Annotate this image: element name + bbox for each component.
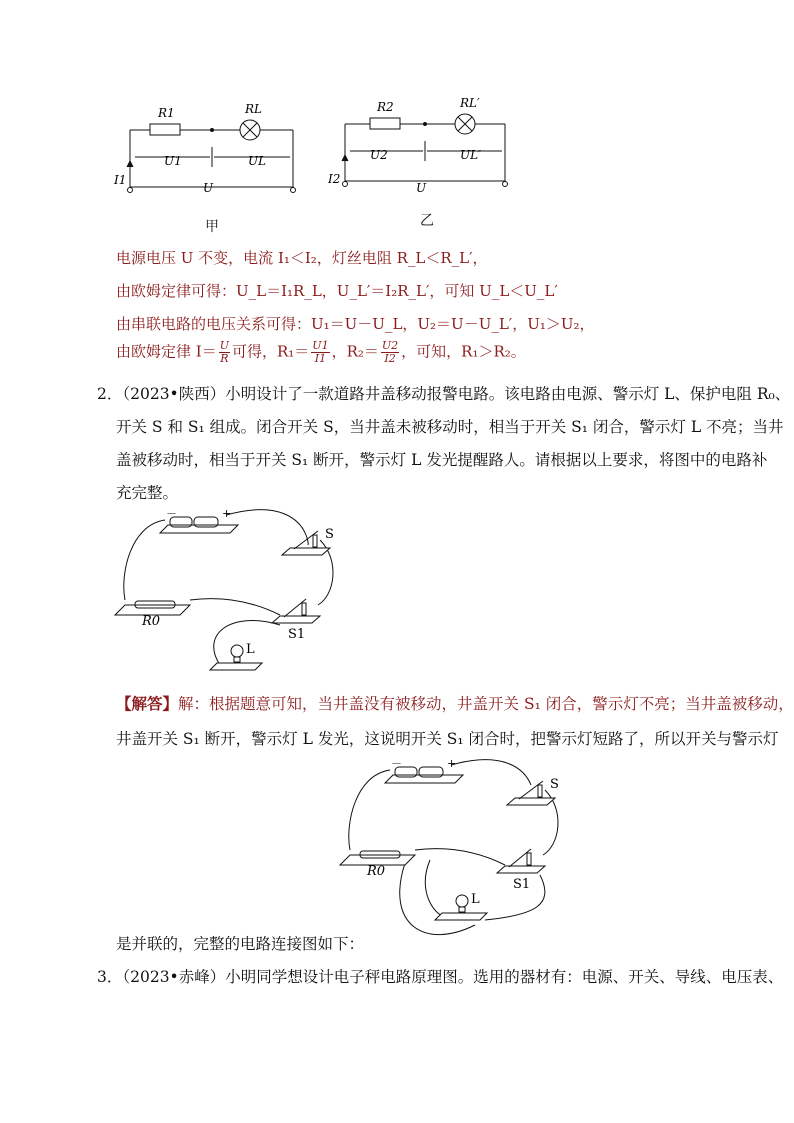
solution-line-2: 由欧姆定律可得：U_L＝I₁R_L，U_L′＝I₂R_L′，可知 U_L＜U_L′ xyxy=(116,282,558,300)
caption-jia: 甲 xyxy=(205,219,219,235)
solution-line-3: 由串联电路的电压关系可得：U₁＝U－U_L，U₂＝U－U_L′，U₁＞U₂， xyxy=(116,315,595,333)
q3-line-1: 3．（2023•赤峰）小明同学想设计电子秤电路原理图。选用的器材有：电源、开关、导线、电压表、 xyxy=(97,968,784,986)
q2-line-2: 开关 S 和 S₁ 组成。闭合开关 S，当井盖未被移动时，相当于开关 S₁ 闭合，警示灯 L 不亮；当井 xyxy=(116,418,784,436)
battery-minus-2: － xyxy=(391,757,402,770)
switch-s-label-2: S xyxy=(550,777,559,792)
u-label-right: U xyxy=(416,181,427,195)
series-circuit-figure xyxy=(100,95,530,235)
switch-s-label: S xyxy=(325,527,334,542)
completed-circuit-figure xyxy=(335,755,585,945)
r0-label-2: R0 xyxy=(367,864,386,879)
r1-label: R1 xyxy=(158,106,175,120)
q2-line-1: 2．（2023•陕西）小明设计了一款道路井盖移动报警电路。该电路由电源、警示灯 L、保护电阻 R₀、 xyxy=(97,385,791,403)
ul-label: UL xyxy=(248,154,267,168)
rl-prime-label: RL′ xyxy=(460,96,480,110)
battery-minus: － xyxy=(166,507,177,520)
battery-plus: + xyxy=(222,507,232,520)
fraction-u1-i1: $\frac{U1}{I1}$ xyxy=(312,339,329,365)
ul-prime-label: UL′ xyxy=(460,148,481,162)
answer-tag: 【解答】 xyxy=(116,694,179,713)
u1-label: U1 xyxy=(164,154,182,168)
i1-label: I1 xyxy=(114,173,127,187)
solution-line-1: 电源电压 U 不变，电流 I₁＜I₂，灯丝电阻 R_L＜R_L′， xyxy=(116,249,488,267)
r2-label: R2 xyxy=(377,100,394,114)
solution-line-4: 由欧姆定律 I＝ $\frac{U}{R}$ 可得，R₁＝ $\frac{U1}{I1}$ ，R₂＝ $\frac{U2}{I2}$ ，可知，R₁＞R₂。 xyxy=(116,339,526,365)
i2-label: I2 xyxy=(328,172,341,186)
answer-line-3: 是并联的，完整的电路连接图如下： xyxy=(116,935,365,953)
fraction-u2-i2: $\frac{U2}{I2}$ xyxy=(381,339,399,365)
circuit-yi xyxy=(342,114,508,187)
rl-label: RL xyxy=(245,102,263,116)
lamp-l-label: L xyxy=(246,642,255,657)
u2-label: U2 xyxy=(370,148,388,162)
incomplete-circuit-figure xyxy=(110,505,370,680)
u-label: U xyxy=(203,181,214,195)
lamp-l-label-2: L xyxy=(471,892,480,907)
fraction-u-r: $\frac{U}{R}$ xyxy=(219,339,229,365)
r0-label: R0 xyxy=(142,614,161,629)
answer-line-1: 【解答】解：根据题意可知，当井盖没有被移动，井盖开关 S₁ 闭合，警示灯不亮；当井盖被移动， xyxy=(116,694,794,713)
caption-yi: 乙 xyxy=(420,213,434,229)
q2-line-3: 盖被移动时，相当于开关 S₁ 断开，警示灯 L 发光提醒路人。请根据以上要求，将图中的电路补 xyxy=(116,451,768,469)
q2-line-4: 充完整。 xyxy=(116,484,179,502)
switch-s1-label-2: S1 xyxy=(513,877,531,892)
answer-line-2: 井盖开关 S₁ 断开，警示灯 L 发光，这说明开关 S₁ 闭合时，把警示灯短路了，所以开关与警示灯 xyxy=(116,730,779,748)
switch-s1-label: S1 xyxy=(288,627,306,642)
battery-plus-2: + xyxy=(447,757,457,770)
